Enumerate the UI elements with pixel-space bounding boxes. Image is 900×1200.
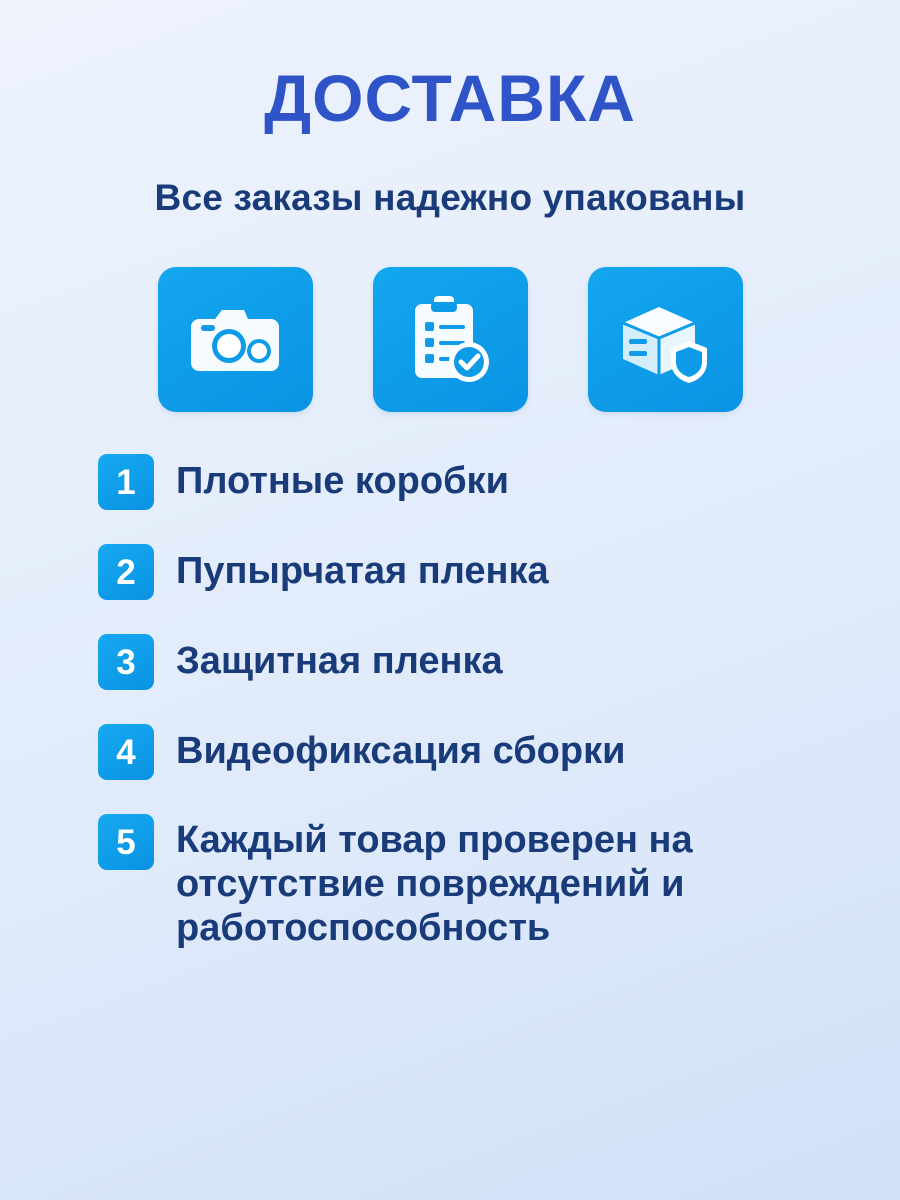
step-label: Плотные коробки xyxy=(176,460,509,503)
step-label: Видеофиксация сборки xyxy=(176,730,626,773)
list-item xyxy=(98,544,860,600)
list-item xyxy=(98,634,860,690)
feature-icons-row xyxy=(158,267,743,412)
checklist-icon-tile xyxy=(373,267,528,412)
step-number-badge: 5 xyxy=(98,814,154,870)
step-number-badge: 2 xyxy=(98,544,154,600)
shielded-box-icon xyxy=(617,297,713,383)
list-item xyxy=(98,454,860,510)
list-item xyxy=(98,724,860,780)
camera-icon xyxy=(189,301,281,379)
page-subtitle: Все заказы надежно упакованы xyxy=(154,177,746,219)
step-number-badge: 4 xyxy=(98,724,154,780)
step-label: Защитная пленка xyxy=(176,640,503,683)
page-title: ДОСТАВКА xyxy=(264,61,636,135)
step-number-badge: 3 xyxy=(98,634,154,690)
checklist-clipboard-icon xyxy=(407,294,493,386)
list-item xyxy=(98,814,860,950)
step-label: Каждый товар проверен на отсутствие повреждений и работоспособность xyxy=(176,819,693,950)
secure-box-icon-tile xyxy=(588,267,743,412)
step-label: Пупырчатая пленка xyxy=(176,550,549,593)
packaging-steps-list xyxy=(40,454,860,950)
step-number-badge: 1 xyxy=(98,454,154,510)
camera-icon-tile xyxy=(158,267,313,412)
